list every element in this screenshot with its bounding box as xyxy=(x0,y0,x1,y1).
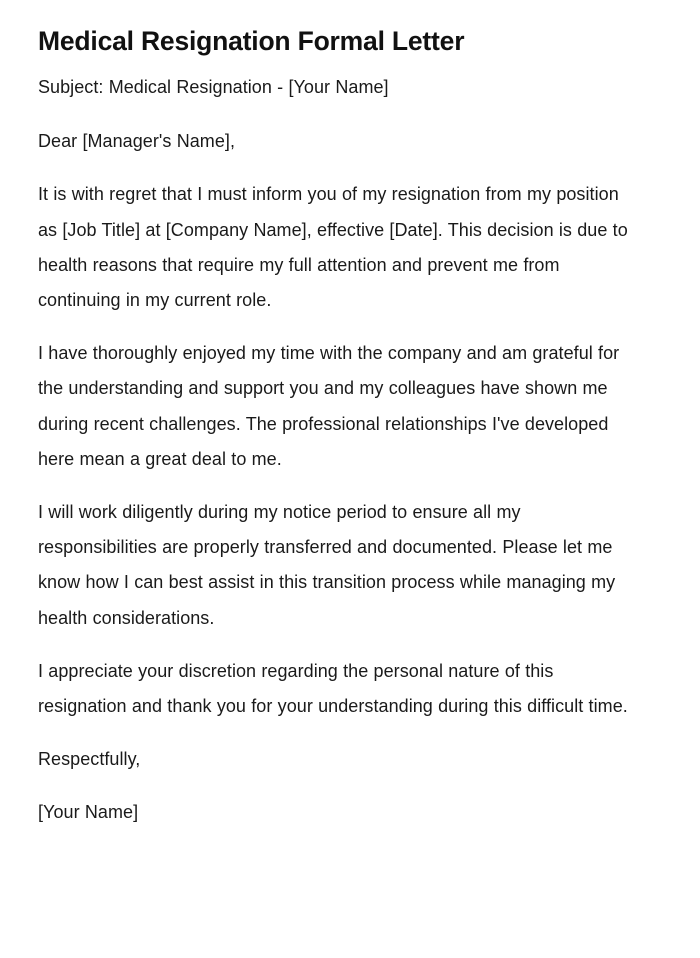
body-paragraph-3: I will work diligently during my notice period to ensure all my responsibilities are properly transferred and documented. Please let me know how I can best assist in this transition process while managing my health considerations. xyxy=(38,502,616,628)
page-title: Medical Resignation Formal Letter xyxy=(38,26,465,56)
closing-line: Respectfully, xyxy=(38,749,141,770)
letter-body xyxy=(38,70,634,831)
signature-line: [Your Name] xyxy=(38,802,139,823)
body-paragraph-4: I appreciate your discretion regarding the personal nature of this resignation and thank you for your understanding during this difficult time. xyxy=(38,660,628,717)
subject-line: Subject: Medical Resignation - [Your Name] xyxy=(38,77,389,97)
body-paragraph-1: It is with regret that I must inform you of my resignation from my position as [Job Title] at [Company Name], effective [Date]. This decision is due to health reasons that require my full attention and prevent me from continuing in my current role. xyxy=(38,184,628,311)
body-paragraph-2: I have thoroughly enjoyed my time with the company and am grateful for the understanding and support you and my colleagues have shown me during recent challenges. The professional relationships I've developed here mean a great deal to me. xyxy=(38,343,620,469)
salutation-line: Dear [Manager's Name], xyxy=(38,131,236,152)
